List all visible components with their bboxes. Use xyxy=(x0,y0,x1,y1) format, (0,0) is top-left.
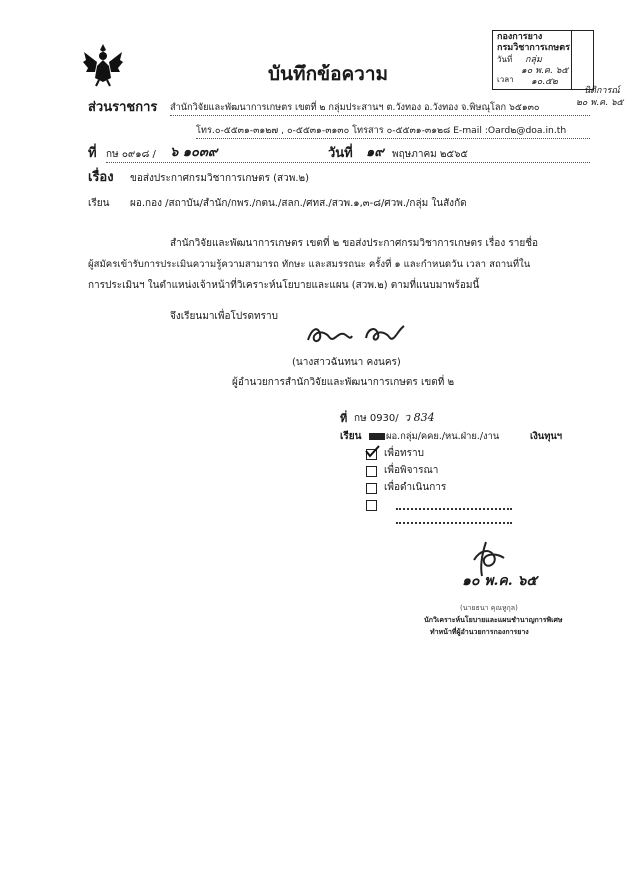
subject-text: ขอส่งประกาศกรมวิชาการเกษตร (สวพ.๒) xyxy=(130,173,310,184)
signer-name: (นางสาวฉันทนา คงนคร) xyxy=(292,357,401,368)
contact-text: โทร.๐-๕๕๓๑-๓๑๒๗ , ๐-๕๕๓๑-๓๑๓๐ โทรสาร ๐-๕๕๓๑-๓๑๒๘ E-mail :Oard๒@doa.in.th xyxy=(196,125,567,136)
checkbox-other[interactable] xyxy=(366,500,377,511)
option-action-label: เพื่อดำเนินการ xyxy=(384,482,447,493)
doc-number-prefix: กษ ๐๙๑๘ / xyxy=(106,149,156,160)
routing-redaction xyxy=(369,433,385,440)
option-other-dots xyxy=(396,508,512,510)
stamp-line-3: วันที่ xyxy=(497,55,513,64)
body-closing: จึงเรียนมาเพื่อโปรดทราบ xyxy=(170,311,278,322)
body-line-1: สำนักวิจัยและพัฒนาการเกษตร เขตที่ ๒ ขอส่งประกาศกรมวิชาการเกษตร เรื่อง รายชื่อ xyxy=(170,238,539,249)
agency-dots xyxy=(170,115,590,116)
stamp-hand-time: ๑๐.๕๒ xyxy=(531,77,558,87)
stamp-hand-date: ๑๐ พ.ค. ๖๕ xyxy=(521,66,569,76)
routing-to-text: ผอ.กลุ่ม/คคย./หน.ฝ่าย./งาน xyxy=(386,431,500,442)
routing-to-handwritten: เงินทุนฯ xyxy=(530,431,563,442)
to-text: ผอ.กอง /สถาบัน/สำนัก/กพร./กตน./สลก./ศทส./สวพ.๑,๓-๘/ศวพ./กลุ่ม ในสังกัด xyxy=(130,198,467,209)
body-line-2: ผู้สมัครเข้ารับการประเมินความรู้ความสามารถ ทักษะ และสมรรถนะ ครั้งที่ ๑ และกำหนดวัน เวลา สถานที่ใน xyxy=(88,259,531,270)
to-label: เรียน xyxy=(88,198,110,209)
doc-number-handwritten: ๖ ๑๐๓๙ xyxy=(170,145,218,160)
document-title: บันทึกข้อความ xyxy=(268,63,389,85)
contact-dots xyxy=(196,138,590,139)
top-right-note: นิติการณ์ xyxy=(584,86,620,96)
date-label: วันที่ xyxy=(328,146,353,161)
routing-footer-line1: นักวิเคราะห์นโยบายและแผนชำนาญการพิเศษ xyxy=(424,616,563,624)
option-consider-label: เพื่อพิจารณา xyxy=(384,465,439,476)
agency-text: สำนักวิจัยและพัฒนาการเกษตร เขตที่ ๒ กลุ่มประสานฯ ต.วังทอง อ.วังทอง จ.พิษณุโลก ๖๕๑๓๐ xyxy=(170,102,540,113)
routing-date-handwritten: ๑๐ พ.ค. ๖๕ xyxy=(462,573,538,589)
routing-no-handwritten: ว 834 xyxy=(404,411,435,424)
routing-to-label: เรียน xyxy=(340,431,362,442)
subject-label: เรื่อง xyxy=(88,170,114,185)
stamp-hand-group: กลุ่ม xyxy=(525,55,542,65)
receiving-stamp xyxy=(492,30,594,90)
doc-number-label: ที่ xyxy=(88,146,97,161)
top-right-date: ๒๐ พ.ค. ๖๕ xyxy=(576,98,624,108)
date-dots xyxy=(106,162,590,163)
routing-footer-name: (นายธนา คุณหูกุล) xyxy=(460,604,518,612)
stamp-line-4: เวลา xyxy=(497,75,514,84)
checkbox-action[interactable] xyxy=(366,483,377,494)
stamp-line-2: กรมวิชาการเกษตร xyxy=(497,43,570,53)
stamp-line-1: กองการยาง xyxy=(497,32,543,42)
checkbox-consider[interactable] xyxy=(366,466,377,477)
garuda-emblem-icon xyxy=(82,40,124,86)
stamp-divider xyxy=(571,31,572,89)
option-acknowledge-label: เพื่อทราบ xyxy=(384,448,424,459)
date-text: พฤษภาคม ๒๕๖๕ xyxy=(392,149,468,160)
agency-label: ส่วนราชการ xyxy=(88,100,158,115)
signer-position: ผู้อำนวยการสำนักวิจัยและพัฒนาการเกษตร เขตที่ ๒ xyxy=(232,377,455,388)
routing-no-label: ที่ xyxy=(340,412,348,425)
director-signature xyxy=(304,320,424,348)
body-line-3: การประเมินฯ ในตำแหน่งเจ้าหน้าที่วิเคราะห์นโยบายและแผน (สวพ.๒) ตามที่แนบมาพร้อมนี้ xyxy=(88,280,480,291)
date-day-handwritten: ๑๙ xyxy=(366,145,384,160)
routing-no-text: กษ 0930/ xyxy=(354,413,399,424)
checkmark-icon xyxy=(364,444,380,458)
routing-footer-line2: ทำหน้าที่ผู้อำนวยการกองการยาง xyxy=(430,628,529,636)
option-other-dots-2 xyxy=(396,522,512,524)
